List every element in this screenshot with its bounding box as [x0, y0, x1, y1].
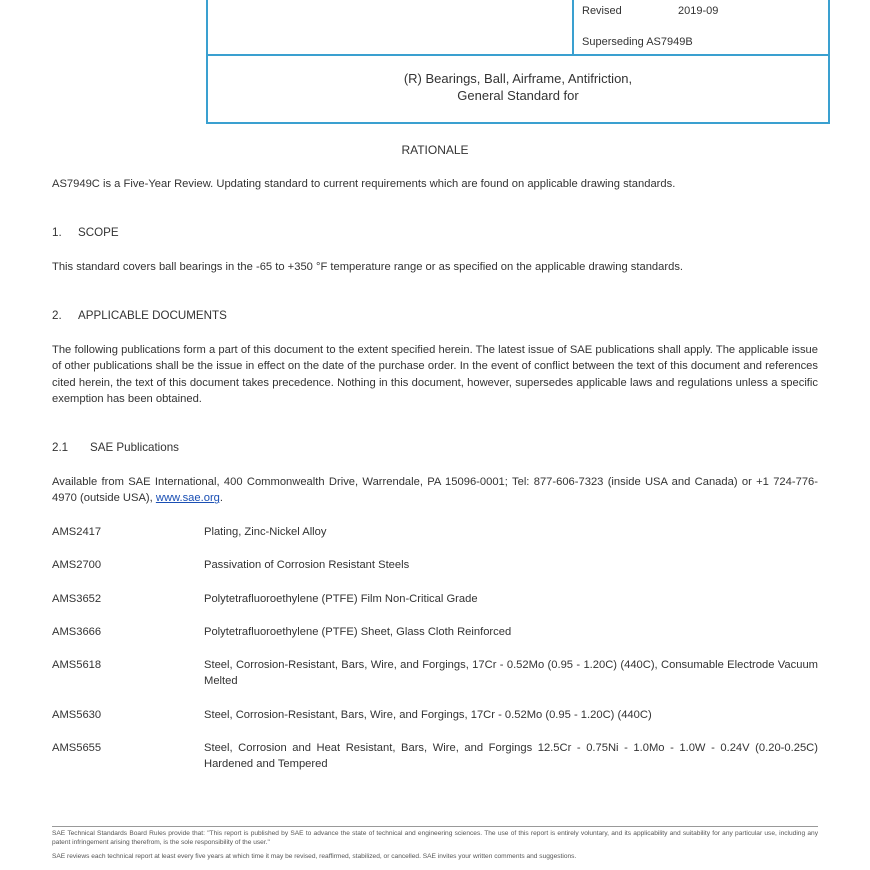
reference-row [52, 740, 818, 773]
reference-description: Steel, Corrosion and Heat Resistant, Bars, Wire, and Forgings 12.5Cr - 0.75Ni - 1.0Mo - 1.0W - 0.24V (0.20-0.25C) Hardened and Tempered [204, 742, 818, 771]
reference-description: Polytetrafluoroethylene (PTFE) Sheet, Glass Cloth Reinforced [204, 626, 512, 638]
reference-row [52, 624, 818, 640]
sae-publications-title: SAE Publications [90, 441, 179, 454]
sae-publications-heading [52, 441, 179, 454]
reference-row [52, 524, 818, 540]
sae-publications-body: Available from SAE International, 400 Commonwealth Drive, Warrendale, PA 15096-0001; Tel: 877-606-7323 (inside USA and Canada) or +1 724-776-4970 (outside USA), [52, 476, 818, 505]
footer-disclaimer: SAE Technical Standards Board Rules provide that: "This report is published by SAE to advance the state of technical and engineering sciences. The use of this report is entirely voluntary, and its applicability and suitability for any particular use, including any patent infringement arising therefrom, is the sole responsibility of the user." [52, 830, 818, 846]
rationale-heading: RATIONALE [401, 143, 469, 157]
revised-label: Revised [582, 5, 622, 17]
scope-title: SCOPE [78, 226, 119, 239]
scope-number: 1. [52, 226, 62, 239]
rationale-text: AS7949C is a Five-Year Review. Updating standard to current requirements which are found on applicable drawing standards. [52, 178, 676, 190]
superseding-row [582, 36, 693, 48]
superseding-text: Superseding AS7949B [582, 36, 693, 48]
sae-website-link[interactable]: www.sae.org [155, 492, 220, 505]
applicable-documents-heading [52, 309, 227, 322]
reference-code: AMS3666 [52, 626, 102, 638]
header-divider-vertical [572, 0, 574, 56]
scope-text: This standard covers ball bearings in the -65 to +350 °F temperature range or as specified on the applicable drawing standards. [52, 261, 684, 273]
document-header-box [206, 0, 830, 124]
reference-description: Plating, Zinc-Nickel Alloy [204, 526, 327, 538]
footer-divider [52, 826, 818, 827]
sae-link-suffix: . [219, 492, 224, 505]
reference-code: AMS5630 [52, 709, 102, 721]
reference-description: Passivation of Corrosion Resistant Steels [204, 559, 410, 571]
revised-value: 2019-09 [678, 5, 719, 17]
reference-code: AMS5618 [52, 659, 102, 671]
footer-review-note: SAE reviews each technical report at least every five years at which time it may be revised, reaffirmed, stabilized, or cancelled. SAE invites your written comments and suggestions. [52, 853, 577, 860]
revised-row [582, 5, 718, 17]
reference-code: AMS2417 [52, 526, 102, 538]
reference-description: Steel, Corrosion-Resistant, Bars, Wire, and Forgings, 17Cr - 0.52Mo (0.95 - 1.20C) (440C) [204, 709, 652, 721]
header-divider-horizontal [208, 54, 828, 56]
scope-heading [52, 226, 119, 239]
reference-row [52, 591, 818, 607]
applicable-documents-number: 2. [52, 309, 62, 322]
sae-publications-text [52, 474, 818, 507]
applicable-documents-title: APPLICABLE DOCUMENTS [78, 309, 227, 322]
reference-description: Steel, Corrosion-Resistant, Bars, Wire, and Forgings, 17Cr - 0.52Mo (0.95 - 1.20C) (440C), Consumable Electrode Vacuum Melted [204, 659, 818, 688]
sae-publications-number: 2.1 [52, 441, 69, 454]
title-line-1: (R) Bearings, Ball, Airframe, Antifriction, [403, 71, 633, 86]
reference-row [52, 657, 818, 690]
reference-row [52, 707, 818, 723]
document-title [208, 70, 828, 104]
reference-code: AMS2700 [52, 559, 102, 571]
reference-description: Polytetrafluoroethylene (PTFE) Film Non-Critical Grade [204, 593, 478, 605]
reference-code: AMS5655 [52, 742, 102, 754]
applicable-documents-text: The following publications form a part of this document to the extent specified herein. The latest issue of SAE publications shall apply. The applicable issue of other publications shall be the issue in effect on the date of the purchase order. In the event of conflict between the text of this document and references cited herein, the text of this document takes precedence. Nothing in this document, however, supersedes applicable laws and regulations unless a specific exemption has been obtained. [52, 344, 818, 406]
reference-code: AMS3652 [52, 593, 102, 605]
reference-row [52, 557, 818, 573]
title-line-2: General Standard for [457, 88, 579, 103]
